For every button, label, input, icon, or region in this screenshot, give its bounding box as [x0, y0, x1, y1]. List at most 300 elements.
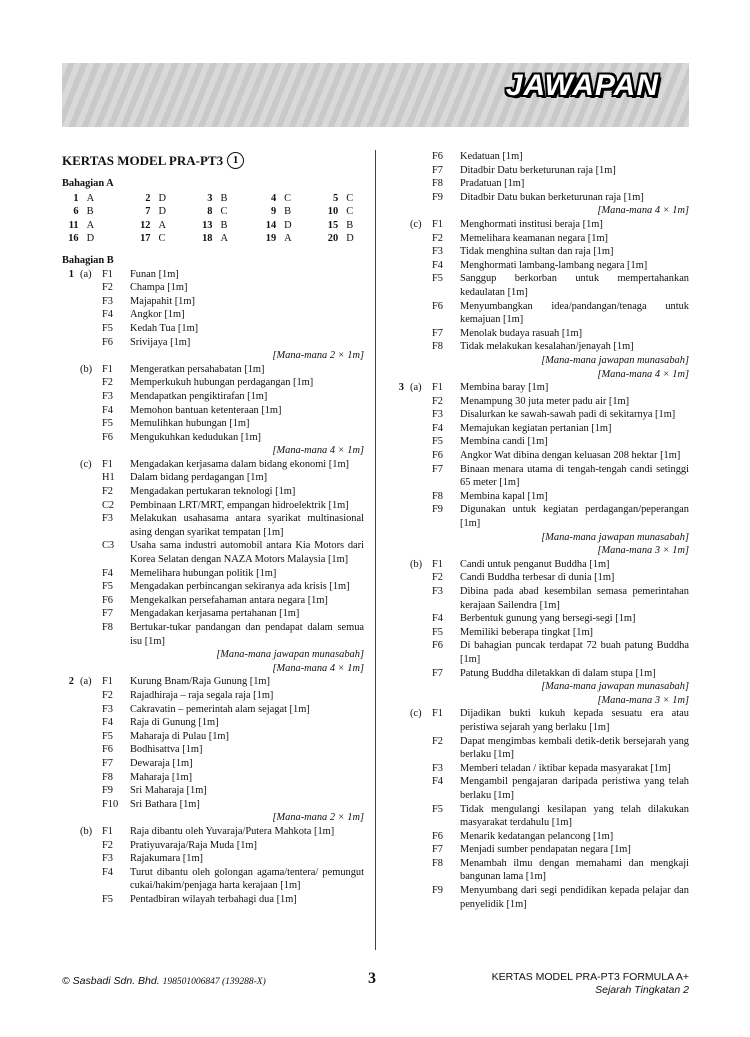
answer-letter: C: [346, 192, 354, 204]
marks-note: [Mana-mana 4 × 1m]: [272, 445, 364, 457]
answer-letter: A: [158, 219, 166, 231]
point-code: F1: [102, 825, 113, 837]
marks-note: [Mana-mana 3 × 1m]: [597, 694, 689, 706]
point-code: F3: [432, 409, 443, 421]
answer-line: [392, 232, 689, 246]
question-number: 16: [68, 233, 79, 245]
answer-text: Mendapatkan pengiktirafan [1m]: [130, 390, 268, 402]
point-code: F9: [102, 785, 113, 797]
answer-line: [392, 272, 689, 299]
point-code: F7: [432, 164, 443, 176]
point-code: F9: [432, 885, 443, 897]
answer-text: Menjadi sumber pendapatan negara [1m]: [460, 844, 631, 856]
answer-text: Sri Maharaja [1m]: [130, 785, 207, 797]
answer-text: Candi untuk penganut Buddha [1m]: [460, 558, 610, 570]
marks-note: [Mana-mana jawapan munasabah]: [541, 354, 689, 366]
answer-line: [392, 884, 689, 911]
point-code: F3: [432, 246, 443, 258]
paper-number-badge: 1: [227, 152, 244, 169]
question-number: 12: [140, 219, 151, 231]
answer-line: [392, 558, 689, 572]
point-code: F4: [102, 866, 113, 878]
answer-text: Berbentuk gunung yang bersegi-segi [1m]: [460, 613, 636, 625]
answer-line: [392, 422, 689, 436]
point-code: F8: [432, 178, 443, 190]
answer-line: [392, 449, 689, 463]
answer-line: [62, 539, 364, 566]
point-code: F3: [102, 295, 113, 307]
answer-line: [392, 775, 689, 802]
answer-text: Melakukan usahasama antara syarikat multinasional asing dengan syarikat tempatan [1m]: [130, 513, 364, 538]
point-code: H1: [102, 472, 115, 484]
point-code: F9: [432, 191, 443, 203]
answer-text: Menyumbangkan idea/pandangan/tenaga untuk kemajuan [1m]: [460, 300, 689, 326]
question-number: 2: [68, 676, 74, 688]
answer-text: Kedah Tua [1m]: [130, 322, 199, 334]
answer-line: [392, 150, 689, 164]
answer-letter: C: [220, 206, 228, 218]
answer-line: [62, 471, 364, 485]
point-code: C3: [102, 540, 115, 552]
answer-line: [62, 675, 364, 689]
point-code: F3: [102, 513, 113, 525]
point-code: F6: [432, 640, 443, 652]
answer-line: [392, 843, 689, 857]
answer-text: Mengadakan kerjasama pertahanan [1m]: [130, 608, 300, 620]
answer-text: Bertukar-tukar pandangan dan pendapat dalam semua isu [1m]: [130, 622, 364, 647]
answer-line: [392, 395, 689, 409]
answer-letter: C: [158, 233, 166, 245]
answer-text: Majapahit [1m]: [130, 295, 195, 307]
point-code: F1: [432, 382, 443, 394]
answer-line: [392, 340, 689, 354]
point-code: F4: [432, 422, 443, 434]
answer-line: [62, 417, 364, 431]
answer-text: Usaha sama industri automobil antara Kia Motors dari Korea Selatan dengan NAZA Motors Malaysia [1m]: [130, 540, 364, 566]
point-code: F5: [102, 893, 113, 905]
point-code: F6: [102, 336, 113, 348]
question-number: 1: [73, 192, 79, 204]
answer-line: [62, 893, 364, 907]
answer-line: [62, 431, 364, 445]
point-code: F7: [432, 667, 443, 679]
right-answer-list: [392, 150, 689, 911]
answer-line: [392, 707, 689, 734]
point-code: F5: [102, 581, 113, 593]
answer-line: [62, 798, 364, 812]
point-code: F4: [432, 259, 443, 271]
question-number: 1: [68, 268, 74, 280]
point-code: F5: [102, 418, 113, 430]
answer-text: Bodhisattva [1m]: [130, 744, 203, 756]
answer-line: [392, 503, 689, 530]
answer-line: [392, 803, 689, 830]
answer-text: Mengadakan perbincangan sekiranya ada krisis [1m]: [130, 581, 350, 593]
point-code: F6: [432, 450, 443, 462]
answer-text: Dapat mengimbas kembali detik-detik bersejarah yang berlaku [1m]: [460, 735, 689, 761]
page-number: 3: [368, 970, 376, 987]
part-label: (b): [80, 363, 93, 375]
answer-text: Memiliki beberapa tingkat [1m]: [460, 626, 594, 638]
part-label: (b): [410, 558, 423, 570]
point-code: F8: [102, 771, 113, 783]
point-code: F2: [102, 377, 113, 389]
answer-line: [392, 762, 689, 776]
question-number: 17: [140, 233, 151, 245]
section-b-title: Bahagian B: [62, 254, 114, 266]
part-label: (a): [80, 676, 92, 688]
point-code: F5: [432, 626, 443, 638]
answer-line: [62, 839, 364, 853]
answer-row: [62, 232, 364, 246]
point-code: F3: [432, 762, 443, 774]
answer-line: [62, 730, 364, 744]
point-code: F5: [102, 730, 113, 742]
answer-line: [62, 743, 364, 757]
point-code: F2: [102, 839, 113, 851]
answer-text: Menambah ilmu dengan memahami dan mengkaji bangunan lama [1m]: [460, 857, 689, 883]
answer-line: [392, 435, 689, 449]
point-code: F1: [102, 363, 113, 375]
answer-text: Dijadikan bukti kukuh kepada sesuatu era atau peristiwa sejarah yang berlaku [1m]: [460, 708, 689, 733]
marks-note: [Mana-mana 4 × 1m]: [597, 205, 689, 217]
answer-line: [62, 281, 364, 295]
point-code: F3: [102, 853, 113, 865]
footer-publisher: [62, 975, 266, 987]
answer-letter: D: [158, 192, 166, 204]
answer-line: [392, 164, 689, 178]
question-number: 7: [145, 206, 151, 218]
question-number: 4: [270, 192, 277, 204]
point-code: F1: [432, 558, 443, 570]
point-code: F6: [102, 431, 113, 443]
answer-line: [392, 408, 689, 422]
left-answer-list: [62, 268, 364, 907]
answer-line: [62, 825, 364, 839]
point-code: F1: [102, 676, 113, 688]
answer-line: [392, 857, 689, 884]
answer-text: Sanggup berkorban untuk mempertahankan kedaulatan [1m]: [460, 273, 689, 298]
answer-letter: C: [346, 206, 354, 218]
answer-text: Mengadakan pertukaran teknologi [1m]: [130, 486, 296, 498]
answer-text: Ditadbir Datu bukan berketurunan raja [1m]: [460, 191, 644, 203]
answer-line: [62, 512, 364, 539]
point-code: F6: [432, 151, 443, 162]
answer-line: [392, 571, 689, 585]
answer-text: Cakravatin – pemerintah alam sejagat [1m]: [130, 703, 310, 715]
section-a-answers: [62, 192, 364, 246]
answer-text: Memohon bantuan ketenteraan [1m]: [130, 404, 282, 416]
answer-letter: A: [86, 219, 95, 231]
answer-text: Memperkukuh hubungan perdagangan [1m]: [130, 377, 314, 389]
answer-line: [62, 336, 364, 350]
answer-text: Patung Buddha diletakkan di dalam stupa [1m]: [460, 667, 656, 679]
point-code: F6: [432, 300, 443, 312]
answer-row: [62, 192, 364, 206]
question-number: 20: [327, 233, 339, 245]
point-code: F9: [432, 504, 443, 516]
answer-line: [392, 245, 689, 259]
point-code: F4: [102, 404, 113, 416]
answer-text: Mengekalkan persefahaman antara negara [1m]: [130, 594, 328, 606]
point-code: F8: [432, 857, 443, 869]
answer-line: [62, 580, 364, 594]
answer-letter: B: [220, 219, 228, 231]
question-number: 18: [202, 233, 213, 245]
part-label: (c): [410, 218, 422, 230]
answer-line: [62, 703, 364, 717]
answer-line: [62, 621, 364, 648]
part-label: (b): [80, 825, 93, 837]
answer-line: [62, 363, 364, 377]
question-number: 5: [332, 192, 339, 204]
point-code: F1: [432, 218, 443, 230]
answer-text: Raja dibantu oleh Yuvaraja/Putera Mahkota [1m]: [130, 825, 335, 837]
answer-row: [62, 219, 364, 233]
point-code: F10: [102, 798, 119, 810]
answer-line: [62, 689, 364, 703]
marks-note: [Mana-mana 2 × 1m]: [272, 350, 364, 362]
point-code: F8: [102, 622, 113, 633]
point-code: F6: [102, 744, 113, 756]
point-code: F4: [102, 309, 113, 321]
part-label: (c): [410, 708, 422, 720]
publisher-name: © Sasbadi Sdn. Bhd.: [62, 975, 160, 987]
answer-line: [62, 852, 364, 866]
answer-line: [392, 830, 689, 844]
answer-letter: D: [346, 233, 354, 245]
answer-line: [62, 322, 364, 336]
answer-line: [392, 177, 689, 191]
answer-line: [62, 866, 364, 893]
answer-line: [392, 667, 689, 681]
part-label: (a): [80, 268, 92, 280]
answer-text: Raja di Gunung [1m]: [130, 717, 219, 729]
answer-text: Tidak mengulangi kesilapan yang telah dilakukan masyarakat terdahulu [1m]: [460, 803, 689, 829]
marks-note: [Mana-mana 4 × 1m]: [597, 368, 689, 380]
point-code: F7: [432, 844, 443, 856]
answer-text: Binaan menara utama di tengah-tengah candi setinggi 65 meter [1m]: [460, 463, 689, 489]
answer-letter: D: [284, 219, 292, 231]
answer-letter: A: [220, 233, 229, 245]
answer-text: Dibina pada abad kesembilan semasa pemerintahan kerajaan Sailendra [1m]: [460, 586, 689, 611]
question-number: 8: [207, 206, 213, 218]
answer-text: Turut dibantu oleh golongan agama/tentera/ pemungut cukai/hakim/penjaga harta kerajaan [1m]: [130, 866, 364, 892]
answer-text: Memajukan kegiatan pertanian [1m]: [460, 422, 612, 434]
answer-text: Tidak menghina sultan dan raja [1m]: [460, 246, 614, 258]
section-a-title: Bahagian A: [62, 178, 114, 189]
answer-text: Mengeratkan persahabatan [1m]: [130, 363, 265, 375]
answer-text: Memberi teladan / iktibar kepada masyarakat [1m]: [460, 762, 671, 774]
book-subject: Sejarah Tingkatan 2: [595, 984, 689, 996]
point-code: F4: [102, 567, 113, 579]
answer-text: Funan [1m]: [130, 268, 179, 280]
answer-text: Angkor [1m]: [130, 309, 185, 321]
answer-text: Mengambil pengajaran daripada peristiwa yang telah berlaku [1m]: [460, 776, 689, 801]
answer-line: [62, 499, 364, 513]
answer-text: Tidak melakukan kesalahan/jenayah [1m]: [460, 341, 634, 353]
answer-text: Maharaja di Pulau [1m]: [130, 730, 229, 742]
answer-text: Menampung 30 juta meter padu air [1m]: [460, 395, 630, 407]
question-number: 13: [202, 219, 213, 231]
paper-heading: [62, 152, 364, 169]
answer-line: [392, 191, 689, 205]
answer-text: Pradatuan [1m]: [460, 178, 525, 190]
answer-text: Angkor Wat dibina dengan keluasan 208 hektar [1m]: [460, 450, 681, 462]
left-column: [62, 150, 364, 906]
point-code: F2: [102, 282, 113, 294]
point-code: F4: [102, 717, 113, 729]
marks-note: [Mana-mana 4 × 1m]: [272, 662, 364, 674]
point-code: F5: [432, 803, 443, 815]
answer-text: Menyumbang dari segi pendidikan kepada pelajar dan penyelidik [1m]: [460, 885, 689, 910]
point-code: F8: [432, 490, 443, 502]
paper-title: KERTAS MODEL PRA-PT3: [62, 152, 224, 168]
answer-text: Pembinaan LRT/MRT, empangan hidroelektrik [1m]: [130, 499, 349, 511]
publisher-registration: 198501006847 (139288-X): [162, 977, 266, 987]
point-code: F2: [432, 232, 443, 244]
column-divider: [375, 150, 376, 950]
point-code: F2: [432, 572, 443, 584]
answer-line: [62, 567, 364, 581]
answer-letter: A: [86, 192, 95, 204]
answer-letter: C: [284, 192, 292, 204]
answer-text: Memelihara keamanan negara [1m]: [460, 232, 608, 244]
answer-line: [62, 784, 364, 798]
answer-text: Membina candi [1m]: [460, 436, 548, 448]
point-code: F2: [432, 735, 443, 747]
question-number: 15: [327, 219, 339, 231]
answer-line: [392, 300, 689, 327]
answer-letter: D: [158, 206, 166, 218]
answer-text: Menghormati lambang-lambang negara [1m]: [460, 259, 648, 271]
question-number: 6: [73, 206, 79, 218]
answer-line: [392, 612, 689, 626]
question-number: 11: [68, 219, 79, 231]
banner-title: JAWAPAN: [505, 69, 659, 102]
answer-line: [392, 259, 689, 273]
answer-line: [392, 218, 689, 232]
answer-line: [392, 735, 689, 762]
answer-letter: D: [86, 233, 95, 245]
answer-text: Membina baray [1m]: [460, 382, 549, 394]
point-code: F3: [432, 586, 443, 597]
answer-letter: B: [284, 206, 292, 218]
footer-book: [492, 971, 689, 997]
answer-line: [62, 594, 364, 608]
answer-line: [62, 771, 364, 785]
answer-banner: [62, 63, 689, 127]
question-number: 2: [145, 192, 151, 204]
answer-text: Rajakumara [1m]: [130, 853, 203, 865]
answer-text: Kedatuan [1m]: [460, 151, 523, 162]
point-code: F5: [432, 273, 443, 285]
point-code: F1: [102, 268, 113, 280]
answer-line: [392, 327, 689, 341]
answer-text: Digunakan untuk kegiatan perdagangan/peperangan [1m]: [460, 504, 689, 530]
point-code: F7: [102, 608, 113, 620]
point-code: F1: [102, 458, 113, 470]
point-code: F3: [102, 703, 113, 715]
answer-text: Menarik kedatangan pelancong [1m]: [460, 830, 614, 842]
answer-line: [392, 639, 689, 666]
answer-line: [392, 381, 689, 395]
answer-text: Memulihkan hubungan [1m]: [130, 418, 250, 430]
point-code: F8: [432, 341, 443, 353]
answer-line: [62, 485, 364, 499]
marks-note: [Mana-mana jawapan munasabah]: [216, 649, 364, 661]
question-number: 3: [207, 192, 213, 204]
answer-line: [62, 268, 364, 282]
point-code: F4: [432, 613, 443, 625]
answer-text: Menolak budaya rasuah [1m]: [460, 327, 583, 339]
answer-text: Di bahagian puncak terdapat 72 buah patung Buddha [1m]: [460, 640, 689, 665]
answer-text: Rajadhiraja – raja segala raja [1m]: [130, 689, 274, 701]
answer-line: [62, 716, 364, 730]
answer-text: Champa [1m]: [130, 282, 188, 294]
answer-text: Mengukuhkan kedudukan [1m]: [130, 431, 262, 443]
answer-letter: B: [220, 192, 228, 204]
answer-line: [392, 585, 689, 612]
point-code: F2: [102, 689, 113, 701]
answer-text: Pratiyuvaraja/Raja Muda [1m]: [130, 839, 257, 851]
right-column: [392, 150, 689, 911]
answer-text: Sri Bathara [1m]: [130, 798, 200, 810]
answer-letter: B: [346, 219, 354, 231]
answer-text: Menghormati institusi beraja [1m]: [460, 218, 603, 230]
answer-text: Memelihara hubungan politik [1m]: [130, 567, 277, 579]
answer-text: Srivijaya [1m]: [130, 336, 191, 348]
point-code: F6: [432, 830, 443, 842]
answer-line: [62, 390, 364, 404]
part-label: (a): [410, 382, 422, 394]
answer-text: Dewaraja [1m]: [130, 757, 193, 769]
answer-text: Ditadbir Datu berketurunan raja [1m]: [460, 164, 616, 176]
answer-line: [392, 490, 689, 504]
question-number: 9: [270, 206, 277, 218]
point-code: F6: [102, 594, 113, 606]
answer-line: [62, 308, 364, 322]
answer-letter: A: [284, 233, 292, 245]
point-code: F2: [432, 395, 443, 407]
point-code: F7: [432, 463, 443, 475]
part-label: (c): [80, 458, 92, 470]
answer-text: Dalam bidang perdagangan [1m]: [130, 472, 268, 484]
point-code: F3: [102, 390, 113, 402]
point-code: C2: [102, 499, 115, 511]
answer-letter: B: [86, 206, 94, 218]
question-number: 14: [265, 219, 277, 231]
point-code: F1: [432, 708, 443, 720]
point-code: F5: [102, 322, 113, 334]
answer-line: [62, 295, 364, 309]
book-series: KERTAS MODEL PRA-PT3 FORMULA A+: [491, 971, 689, 983]
answer-text: Kurung Bnam/Raja Gunung [1m]: [130, 676, 270, 688]
point-code: F7: [432, 327, 443, 339]
answer-text: Pentadbiran wilayah terbahagi dua [1m]: [130, 893, 297, 905]
answer-text: Maharaja [1m]: [130, 771, 193, 783]
marks-note: [Mana-mana jawapan munasabah]: [541, 531, 689, 543]
answer-line: [62, 607, 364, 621]
question-number: 3: [398, 382, 404, 394]
answer-line: [62, 458, 364, 472]
answer-row: [62, 205, 364, 219]
marks-note: [Mana-mana 2 × 1m]: [272, 812, 364, 824]
answer-line: [62, 376, 364, 390]
answer-text: Disalurkan ke sawah-sawah padi di sekitarnya [1m]: [460, 409, 676, 421]
marks-note: [Mana-mana jawapan munasabah]: [541, 681, 689, 693]
point-code: F2: [102, 486, 113, 498]
